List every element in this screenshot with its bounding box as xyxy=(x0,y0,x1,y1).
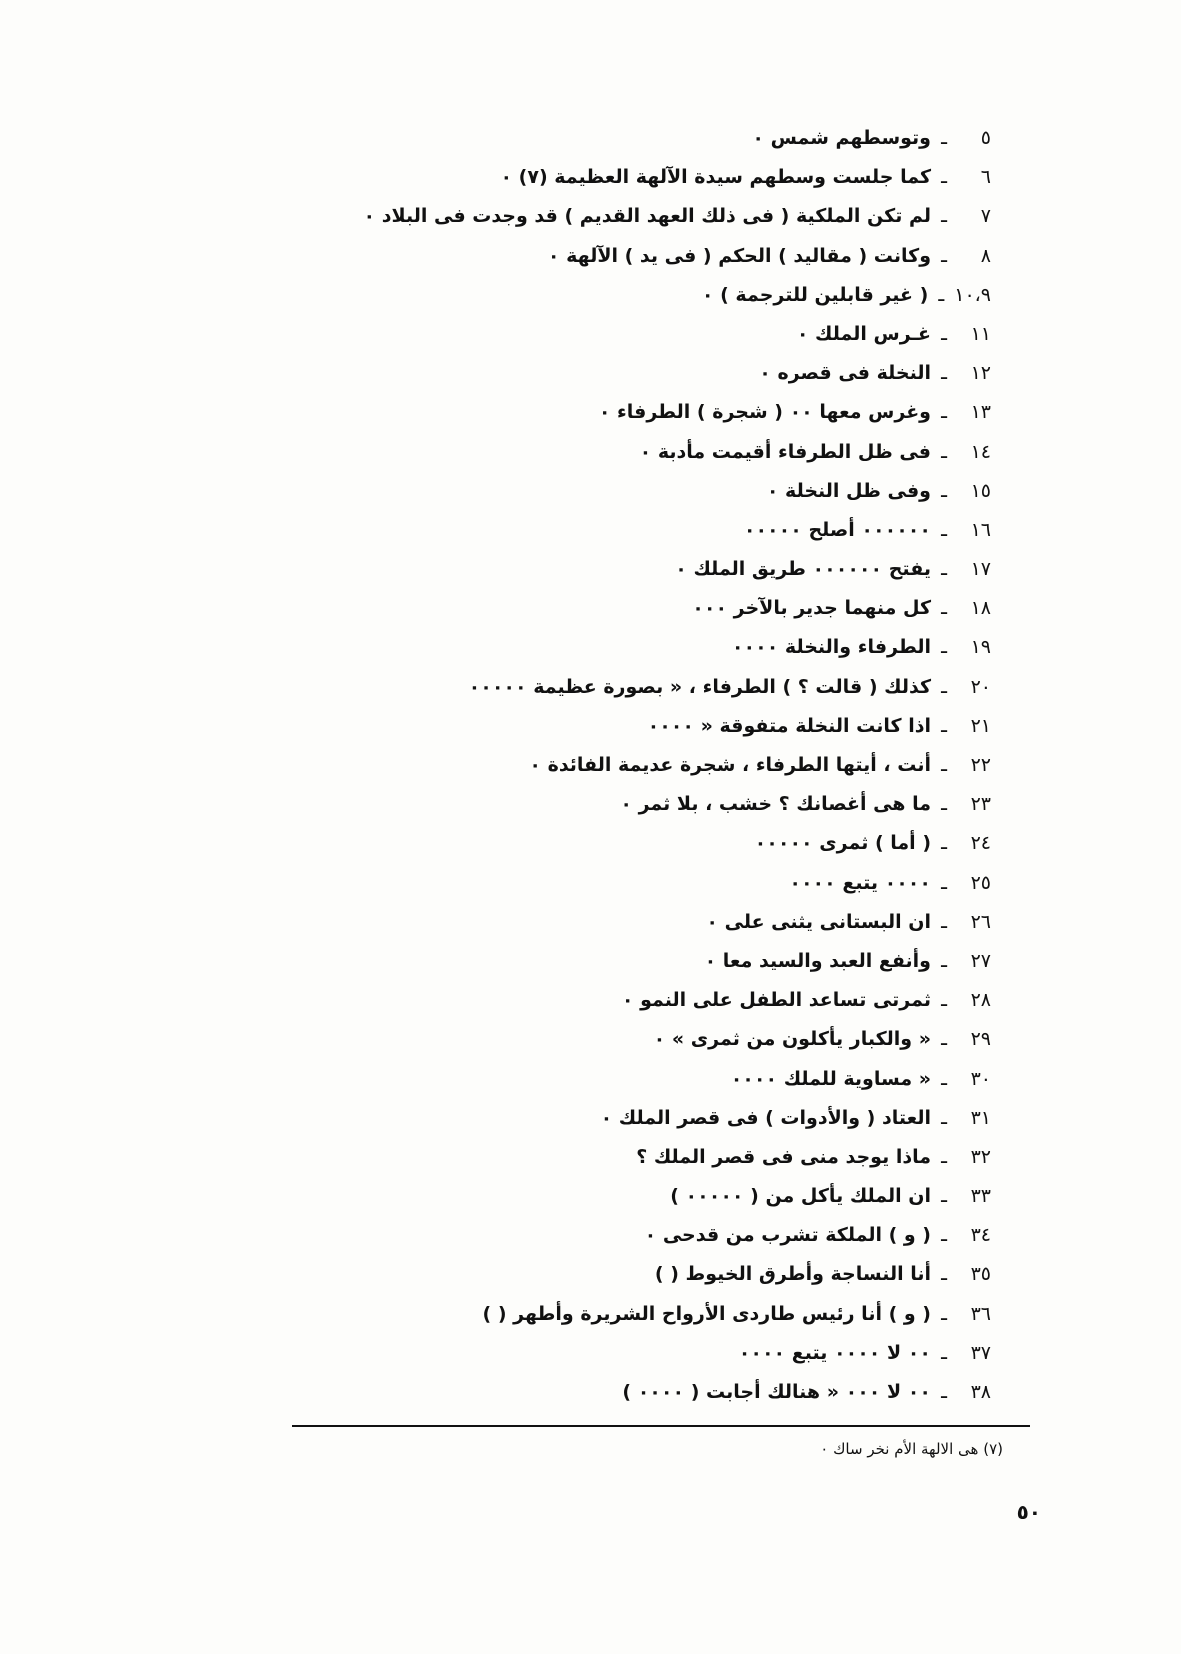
text-line xyxy=(231,627,991,666)
line-dash: ـ xyxy=(941,673,947,698)
line-number: ١٧ xyxy=(970,558,991,581)
line-number: ٣١ xyxy=(970,1106,991,1129)
text-line xyxy=(231,196,991,235)
line-dash: ـ xyxy=(941,869,947,894)
line-dash: ـ xyxy=(941,1026,947,1051)
line-text: وكانت ( مقاليد ) الحكم ( فى يد ) الآلهة ٠ xyxy=(547,244,931,267)
line-dash: ـ xyxy=(938,281,945,306)
line-dash: ـ xyxy=(941,947,947,972)
line-text: ( و ) أنا رئيس طاردى الأرواح الشريرة وأطهر ( ) xyxy=(482,1302,931,1325)
text-line xyxy=(231,157,991,196)
line-dash: ـ xyxy=(941,1065,947,1090)
line-text: فى ظل الطرفاء أقيمت مأدبة ٠ xyxy=(639,440,931,463)
line-text: أنا النساجة وأطرق الخيوط ( ) xyxy=(654,1263,931,1286)
text-line xyxy=(231,1019,991,1058)
line-dash: ـ xyxy=(941,516,947,541)
line-text: ( غير قابلين للترجمة ) ٠ xyxy=(701,283,929,306)
line-dash: ـ xyxy=(941,1339,947,1364)
line-number: ٢١ xyxy=(970,714,991,737)
line-number: ٣٣ xyxy=(970,1185,991,1208)
text-line xyxy=(231,667,991,706)
text-line xyxy=(231,1333,991,1372)
line-number: ١٨ xyxy=(970,597,991,620)
line-text: العتاد ( والأدوات ) فى قصر الملك ٠ xyxy=(600,1106,931,1129)
page-number: ٥٠ xyxy=(1016,1500,1041,1524)
text-line xyxy=(231,1059,991,1098)
line-number: ٣٠ xyxy=(970,1067,991,1090)
line-number: ١٤ xyxy=(970,440,991,463)
line-number: ٣٥ xyxy=(970,1263,991,1286)
line-number: ٢٠ xyxy=(970,675,991,698)
line-text: ماذا يوجد منى فى قصر الملك ؟ xyxy=(636,1145,931,1168)
line-number: ١٠،٩ xyxy=(954,283,991,306)
text-line xyxy=(231,1372,991,1411)
line-text: يفتح ٠٠٠٠٠٠ طريق الملك ٠ xyxy=(675,558,931,581)
line-dash: ـ xyxy=(941,1222,947,1247)
text-line xyxy=(231,588,991,627)
line-text: ثمرتى تساعد الطفل على النمو ٠ xyxy=(621,989,931,1012)
line-text: كما جلست وسطهم سيدة الآلهة العظيمة (٧) ٠ xyxy=(500,166,931,189)
line-number: ١٢ xyxy=(970,362,991,385)
translation-lines xyxy=(231,118,991,1411)
line-text: وأنفع العبد والسيد معا ٠ xyxy=(704,949,931,972)
line-dash: ـ xyxy=(941,791,947,816)
line-text: ان الملك يأكل من ( ٠٠٠٠٠ ) xyxy=(670,1185,931,1208)
line-text: كل منهما جدير بالآخر ٠٠٠ xyxy=(692,597,931,620)
line-number: ١٦ xyxy=(970,518,991,541)
text-line xyxy=(231,1215,991,1254)
line-text: ان البستانى يثنى على ٠ xyxy=(706,910,931,933)
line-dash: ـ xyxy=(941,203,947,228)
line-text: اذا كانت النخلة متفوقة « ٠٠٠٠ xyxy=(647,714,931,737)
line-number: ٢٣ xyxy=(970,793,991,816)
line-text: وفى ظل النخلة ٠ xyxy=(766,479,931,502)
line-text: « والكبار يأكلون من ثمرى » ٠ xyxy=(653,1028,931,1051)
line-number: ٣٧ xyxy=(970,1341,991,1364)
line-text: ما هى أغصانك ؟ خشب ، بلا ثمر ٠ xyxy=(620,793,931,816)
text-line xyxy=(231,902,991,941)
line-dash: ـ xyxy=(941,908,947,933)
line-number: ٣٤ xyxy=(970,1224,991,1247)
text-line xyxy=(231,1098,991,1137)
text-line xyxy=(231,941,991,980)
line-number: ٢٤ xyxy=(970,832,991,855)
line-number: ٨ xyxy=(980,244,991,267)
line-number: ٢٩ xyxy=(970,1028,991,1051)
line-number: ١٩ xyxy=(970,636,991,659)
line-dash: ـ xyxy=(941,712,947,737)
line-text: ٠٠٠٠٠٠ أصلح ٠٠٠٠٠ xyxy=(743,518,931,541)
line-dash: ـ xyxy=(941,1379,947,1403)
line-number: ٢٧ xyxy=(970,949,991,972)
line-text: أنت ، أيتها الطرفاء ، شجرة عديمة الفائدة ٠ xyxy=(529,754,931,776)
footnote-divider xyxy=(292,1425,1030,1427)
line-number: ٣٨ xyxy=(970,1381,991,1403)
text-line xyxy=(231,784,991,823)
line-dash: ـ xyxy=(941,556,947,581)
line-text: ( أما ) ثمرى ٠٠٠٠٠ xyxy=(754,832,931,855)
line-dash: ـ xyxy=(941,242,947,267)
line-dash: ـ xyxy=(941,399,947,424)
line-number: ٧ xyxy=(980,205,991,228)
line-text: ( و ) الملكة تشرب من قدحى ٠ xyxy=(644,1224,931,1247)
line-dash: ـ xyxy=(941,987,947,1012)
text-line xyxy=(231,314,991,353)
text-line xyxy=(231,980,991,1019)
text-line xyxy=(231,432,991,471)
text-line xyxy=(231,549,991,588)
line-number: ٢٢ xyxy=(970,754,991,776)
line-text: النخلة فى قصره ٠ xyxy=(759,362,931,385)
line-dash: ـ xyxy=(941,1261,947,1286)
line-number: ١٥ xyxy=(970,479,991,502)
text-line xyxy=(231,471,991,510)
line-number: ٦ xyxy=(980,166,991,189)
line-dash: ـ xyxy=(941,1183,947,1208)
line-dash: ـ xyxy=(941,830,947,855)
text-line xyxy=(231,118,991,157)
line-number: ٢٥ xyxy=(970,871,991,894)
line-number: ١١ xyxy=(970,322,991,345)
text-line xyxy=(231,745,991,784)
line-number: ٣٦ xyxy=(970,1302,991,1325)
line-text: « مساوية للملك ٠٠٠٠ xyxy=(730,1067,931,1090)
line-text: لم تكن الملكية ( فى ذلك العهد القديم ) قد وجدت فى البلاد ٠ xyxy=(363,205,931,228)
line-number: ٥ xyxy=(980,127,991,149)
text-line xyxy=(231,863,991,902)
text-line xyxy=(231,1137,991,1176)
line-text: غـرس الملك ٠ xyxy=(796,322,931,345)
line-text: وتوسطهم شمس ٠ xyxy=(752,127,931,149)
text-line xyxy=(231,1254,991,1293)
line-number: ٢٦ xyxy=(970,910,991,933)
line-dash: ـ xyxy=(941,164,947,189)
text-line xyxy=(231,236,991,275)
line-dash: ـ xyxy=(941,320,947,345)
line-number: ٣٢ xyxy=(970,1145,991,1168)
text-line xyxy=(231,1176,991,1215)
line-dash: ـ xyxy=(941,477,947,502)
line-number: ١٣ xyxy=(970,401,991,424)
line-number: ٢٨ xyxy=(970,989,991,1012)
footnote: (٧) هى الالهة الأم نخر ساك ٠ xyxy=(820,1440,1003,1458)
line-dash: ـ xyxy=(941,1300,947,1325)
text-line xyxy=(231,392,991,431)
line-dash: ـ xyxy=(941,125,947,149)
line-dash: ـ xyxy=(941,438,947,463)
text-line xyxy=(231,353,991,392)
line-text: كذلك ( قالت ؟ ) الطرفاء ، « بصورة عظيمة ٠٠٠٠٠ xyxy=(468,675,931,698)
line-text: وغرس معها ٠٠ ( شجرة ) الطرفاء ٠ xyxy=(598,401,931,424)
text-line xyxy=(231,823,991,862)
line-dash: ـ xyxy=(941,1143,947,1168)
line-text: الطرفاء والنخلة ٠٠٠٠ xyxy=(731,636,931,659)
line-text: ٠٠٠٠ يتبع ٠٠٠٠ xyxy=(789,871,931,894)
line-text: ٠٠ لا ٠٠٠٠ يتبع ٠٠٠٠ xyxy=(738,1341,931,1364)
line-dash: ـ xyxy=(941,360,947,385)
line-dash: ـ xyxy=(941,595,947,620)
text-line xyxy=(231,510,991,549)
line-dash: ـ xyxy=(941,634,947,659)
text-line xyxy=(231,1294,991,1333)
line-text: ٠٠ لا ٠٠٠ « هنالك أجابت ( ٠٠٠٠ ) xyxy=(622,1381,931,1403)
line-dash: ـ xyxy=(941,1104,947,1129)
text-line xyxy=(231,706,991,745)
text-line xyxy=(231,275,991,314)
line-dash: ـ xyxy=(941,752,947,776)
